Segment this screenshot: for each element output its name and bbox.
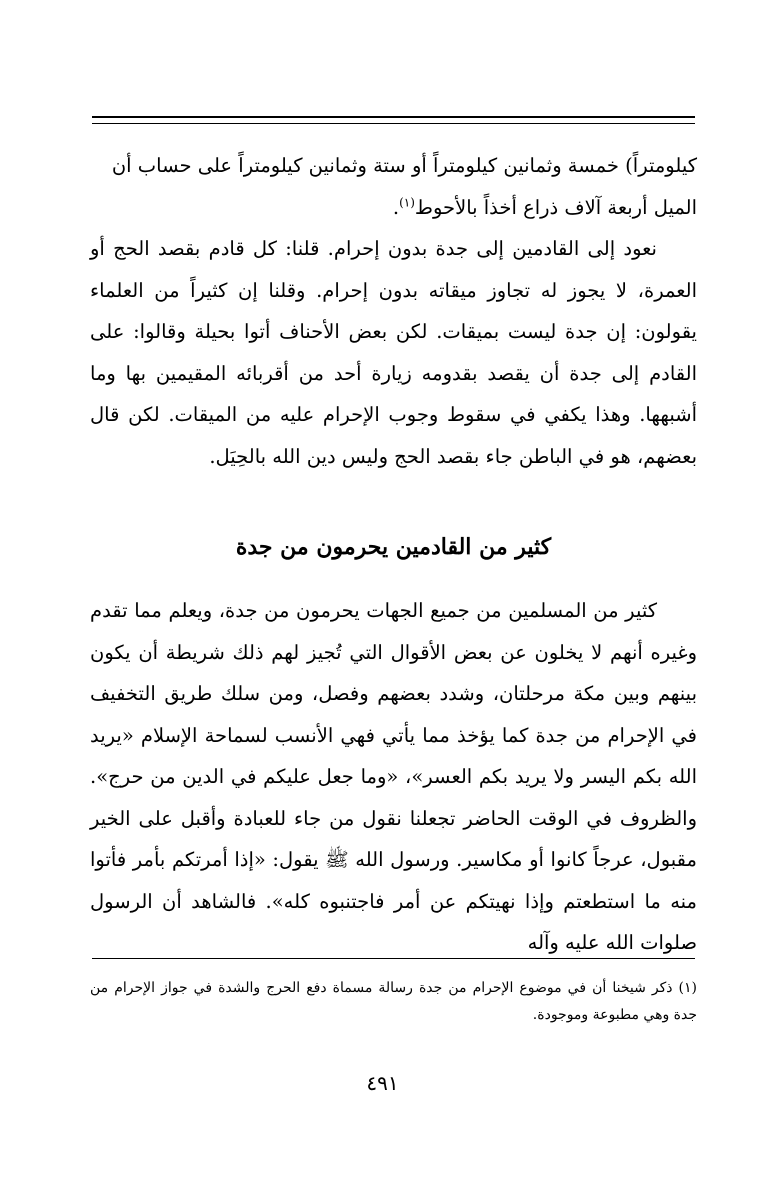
paragraph-2-text: نعود إلى القادمين إلى جدة بدون إحرام. قلنا: كل قادم بقصد الحج أو العمرة، لا يجوز له تجاوز ميقاته بدون إحرام. وقلنا إن كثيراً من العلماء يقولون: إن جدة ليست بميقات. لكن بعض الأحناف أتوا بحيلة وقالوا: على القادم إلى جدة أن يقصد بقدومه زيارة أحد من أقربائه المقيمين بها وما أشبهها. وهذا يكفي في سقوط وجوب الإحرام عليه من الميقات. لكن قال بعضهم، هو في الباطن جاء بقصد الحج وليس دين الله بالحِيَل. xyxy=(90,237,697,468)
section-heading: كثير من القادمين يحرمون من جدة xyxy=(235,534,552,560)
continuation-line-2 xyxy=(90,187,697,229)
header-rule-thin xyxy=(92,123,695,124)
continuation-paragraph xyxy=(90,145,697,228)
continuation-line-2-end: . xyxy=(392,195,400,219)
paragraph-3-text: كثير من المسلمين من جميع الجهات يحرمون من جدة، ويعلم مما تقدم وغيره أنهم لا يخلون عن بعض الأقوال التي تُجيز لهم ذلك شريطة أن يكون بينهم وبين مكة مرحلتان، وشدد بعضهم وفصل، ومن سلك طريق التخفيف في الإحرام من جدة كما يؤخذ مما يأتي فهي الأنسب لسماحة الإسلام «يريد الله بكم اليسر ولا يريد بكم العسر»، «وما جعل عليكم في الدين من حرج». والظروف في الوقت الحاضر تجعلنا نقول من جاء للعبادة وأقبل على الخير مقبول، عرجاً كانوا أو مكاسير. ورسول الله ﷺ يقول: «إذا أمرتكم بأمر فأتوا منه ما استطعتم وإذا نهيتكم عن أمر فاجتنبوه كله». فالشاهد أن الرسول صلوات الله عليه وآله xyxy=(90,599,697,954)
paragraph-many-from-jeddah xyxy=(90,590,697,964)
continuation-line-1: كيلومتراً) خمسة وثمانين كيلومتراً أو ستة وثمانين كيلومتراً على حساب أن xyxy=(111,154,697,177)
paragraph-jeddah-arrivals xyxy=(90,228,697,477)
footnote-ref: (١) xyxy=(399,195,415,209)
header-rule-thick xyxy=(92,116,695,118)
footnote-rule xyxy=(92,958,695,959)
footnote-text: (١) ذكر شيخنا أن في موضوع الإحرام من جدة رسالة مسماة دفع الحرج والشدة في جواز الإحرام من جدة وهي مطبوعة وموجودة. xyxy=(90,980,697,1023)
continuation-line-2-text: الميل أربعة آلاف ذراع أخذاً بالأحوط xyxy=(414,195,697,219)
footnote xyxy=(90,975,697,1029)
page-number: ٤٩١ xyxy=(366,1071,399,1095)
